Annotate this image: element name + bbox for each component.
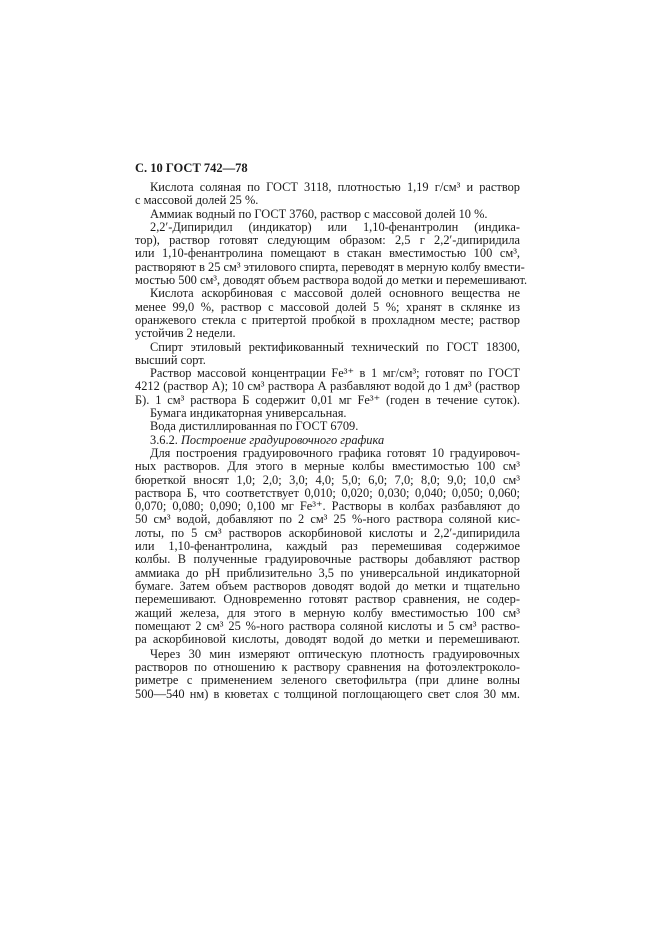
text-line-content: Бумага индикаторная универсальная. <box>150 406 347 421</box>
page-header: С. 10 ГОСТ 742—78 <box>135 161 248 175</box>
text-line <box>135 540 520 553</box>
text-line-content: 50 см³ водой, добавляют по 2 см³ 25 %-ного раствора соляной кис- <box>135 512 520 527</box>
text-line <box>135 661 520 674</box>
text-line <box>135 301 520 314</box>
text-line-content: растворяют в 25 см³ этилового спирта, переводят в мерную колбу вмести- <box>135 259 525 274</box>
text-line-content: 4212 (раствор А); 10 см³ раствора А разбавляют водой до 1 дм³ (раствор <box>135 379 520 394</box>
text-line <box>135 674 520 687</box>
text-line <box>135 341 520 354</box>
text-line-content: или 1,10-фенантролина, каждый раз перемешивая содержимое <box>135 539 520 554</box>
text-line-content: или 1,10-фенантролина помещают в стакан вместимостью 100 см³, <box>135 246 520 261</box>
text-line-content: бумаге. Затем объем растворов доводят водой до метки и тщательно <box>135 578 520 593</box>
text-line <box>135 221 520 234</box>
text-line <box>135 688 520 701</box>
text-line <box>135 434 520 447</box>
text-line <box>135 420 520 433</box>
text-line-content: Спирт этиловый ректификованный технический по ГОСТ 18300, <box>150 339 520 354</box>
text-line <box>135 607 520 620</box>
text-line-content: ра аскорбиновой кислоты, доводят водой до метки и перемешивают. <box>135 632 520 647</box>
text-line <box>135 648 520 661</box>
section-title: Построение градуировочного графика <box>180 432 385 447</box>
text-line <box>135 593 520 606</box>
text-line <box>135 513 520 526</box>
text-line <box>135 474 520 487</box>
text-line-content: Для построения градуировочного графика готовят 10 градуировоч- <box>150 445 520 460</box>
text-line-content: перемешивают. Одновременно готовят раствор сравнения, не содер- <box>135 592 520 607</box>
text-line-content: лоты, по 5 см³ растворов аскорбиновой кислоты и 2,2′-дипиридила <box>135 525 520 540</box>
text-line-content: Через 30 мин измеряют оптическую плотность градуировочных <box>150 646 520 661</box>
text-line <box>135 580 520 593</box>
text-line <box>135 460 520 473</box>
text-line <box>135 259 525 274</box>
text-line-content: тор), раствор готовят следующим образом: 2,5 г 2,2′-дипиридила <box>135 233 520 248</box>
text-line-content: Кислота аскорбиновая с массовой долей основного вещества не <box>150 286 520 301</box>
text-line <box>135 247 520 260</box>
text-line <box>135 567 520 580</box>
text-line-content: бюреткой вносят 1,0; 2,0; 3,0; 4,0; 5,0; 6,0; 7,0; 8,0; 9,0; 10,0 см³ <box>135 472 520 487</box>
text-line-content: 3.6.2. <box>150 432 181 447</box>
text-line-content: аммиака до pH приблизительно 3,5 по универсальной индикаторной <box>135 565 520 580</box>
text-line <box>135 527 520 540</box>
text-line <box>135 447 520 460</box>
text-line-content: 0,070; 0,080; 0,090; 0,100 мг Fe³⁺. Растворы в колбах разбавляют до <box>135 499 520 514</box>
text-line-content: 2,2′-Дипиридил (индикатор) или 1,10-фенантролин (индика- <box>150 219 520 234</box>
text-line <box>135 620 520 633</box>
document-body <box>135 180 528 701</box>
text-line-content: Б). 1 см³ раствора Б содержит 0,01 мг Fe³⁺ (годен в течение суток). <box>135 392 520 407</box>
text-line-content: риметре с применением зеленого светофильтра (при длине волны <box>135 673 520 688</box>
text-line-content: жащий железа, для этого в мерную колбу вместимостью 100 см³ <box>135 605 520 620</box>
text-line <box>135 633 520 646</box>
text-line <box>135 314 520 327</box>
text-line <box>135 354 520 367</box>
text-line-content: раствора Б, что соответствует 0,010; 0,020; 0,030; 0,040; 0,050; 0,060; <box>135 485 520 500</box>
text-line-content: Кислота соляная по ГОСТ 3118, плотностью 1,19 г/см³ и раствор <box>150 180 520 194</box>
text-line <box>135 234 520 247</box>
text-line-content: Раствор массовой концентрации Fe³⁺ в 1 мг/см³; готовят по ГОСТ <box>150 366 520 381</box>
text-line-content: высший сорт. <box>135 352 206 367</box>
text-line-content: оранжевого стекла с притертой пробкой в прохладном месте; раствор <box>135 312 520 327</box>
text-line-content: менее 99,0 %, раствор с массовой долей 5 %; хранят в склянке из <box>135 299 520 314</box>
text-line <box>135 367 520 380</box>
text-line <box>135 208 520 221</box>
text-line-content: с массовой долей 25 %. <box>135 193 259 208</box>
text-line <box>135 273 528 288</box>
text-line-content: помещают 2 см³ 25 %-ного раствора соляной кислоты и 5 см³ раство- <box>135 618 520 633</box>
text-line <box>135 287 520 300</box>
text-line-content: 500—540 нм) в кюветах с толщиной поглощающего свет слоя 30 мм. <box>135 686 520 701</box>
text-line-content: колбы. В полученные градуировочные растворы добавляют раствор <box>135 552 520 567</box>
text-line <box>135 327 520 340</box>
text-line <box>135 181 520 194</box>
text-line <box>135 380 520 393</box>
text-line <box>135 500 520 513</box>
text-line-content: Аммиак водный по ГОСТ 3760, раствор с массовой долей 10 %. <box>150 206 488 221</box>
text-line-content: ных растворов. Для этого в мерные колбы вместимостью 100 см³ <box>135 459 520 474</box>
text-line-content: мостью 500 см³, доводят объем раствора водой до метки и перемешивают. <box>135 273 528 288</box>
text-line-content: устойчив 2 недели. <box>135 326 236 341</box>
text-line <box>135 553 520 566</box>
text-line-content: растворов по отношению к раствору сравнения на фотоэлектроколо- <box>135 660 520 675</box>
text-line <box>135 194 520 207</box>
text-line <box>135 487 520 500</box>
text-line <box>135 394 520 407</box>
text-line <box>135 407 520 420</box>
text-line-content: Вода дистиллированная по ГОСТ 6709. <box>150 419 359 434</box>
